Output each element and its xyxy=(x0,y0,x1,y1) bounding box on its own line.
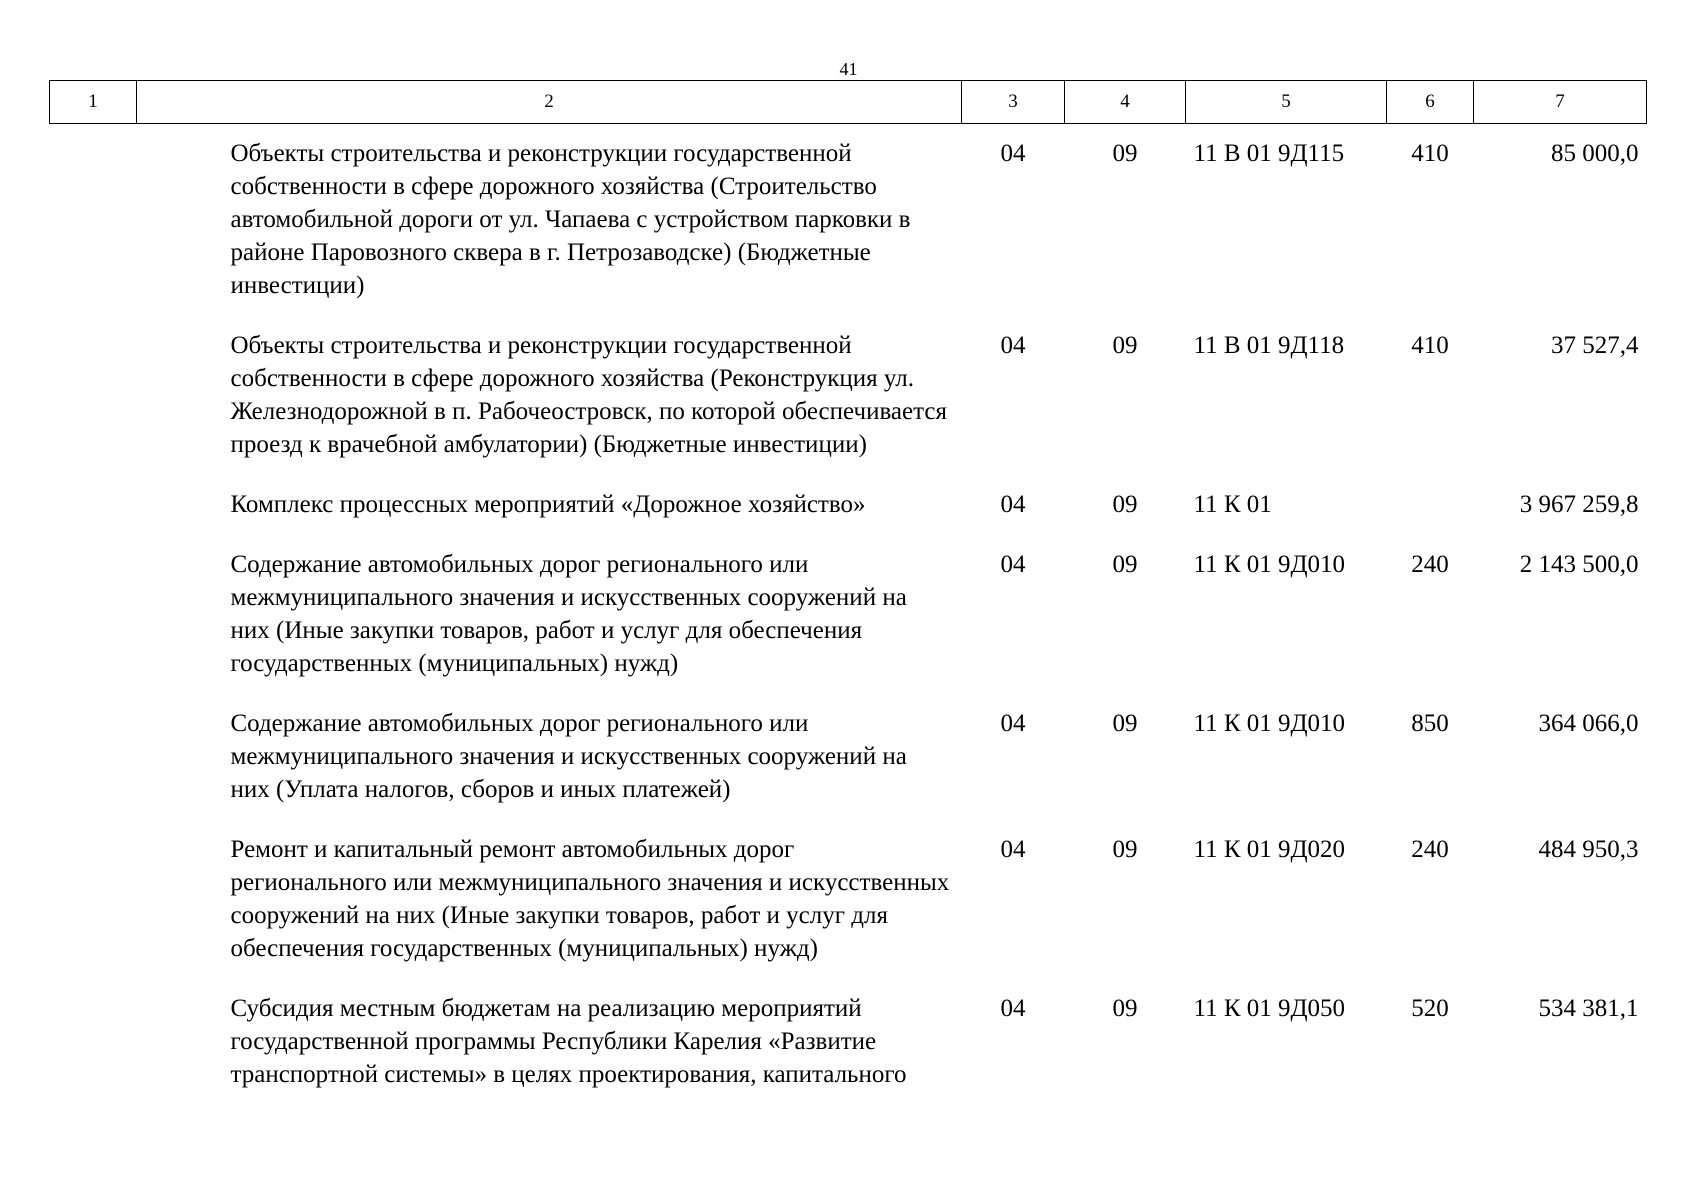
expense-name-cell: Объекты строительства и реконструкции государственной собственности в сфере дорожного хозяйства (Реконструкция ул. Железнодорожной в п. Рабочеостровск, по которой обеспечивается проезд к врачебной амбулатории) (Бюджетные инвестиции) xyxy=(230,332,947,458)
row-index-cell xyxy=(50,124,137,317)
amount-cell: 364 066,0 xyxy=(1538,710,1639,737)
subsection-code-cell: 09 xyxy=(1112,836,1138,863)
section-code-cell: 04 xyxy=(1000,836,1026,863)
section-code-cell: 04 xyxy=(1000,140,1026,167)
table-row xyxy=(50,820,1647,979)
expense-name-cell: Содержание автомобильных дорог регионального или межмуниципального значения и искусственных сооружений на них (Иные закупки товаров, работ и услуг для обеспечения государственных (муниципальных) нужд) xyxy=(230,551,907,677)
subsection-code-cell: 09 xyxy=(1112,995,1138,1022)
header-col-5: 5 xyxy=(1186,81,1387,124)
expense-type-cell: 240 xyxy=(1411,836,1449,863)
subsection-code-cell: 09 xyxy=(1112,491,1138,518)
header-col-1: 1 xyxy=(50,81,137,124)
target-article-cell: 11 К 01 xyxy=(1193,491,1272,518)
table-row xyxy=(50,535,1647,694)
amount-cell: 3 967 259,8 xyxy=(1519,491,1639,518)
expense-type-cell: 850 xyxy=(1411,710,1449,737)
target-article-cell: 11 В 01 9Д115 xyxy=(1193,140,1345,167)
section-code-cell: 04 xyxy=(1000,995,1026,1022)
amount-cell: 2 143 500,0 xyxy=(1519,551,1639,578)
amount-cell: 534 381,1 xyxy=(1538,995,1639,1022)
page-number: 41 xyxy=(839,59,858,79)
table-row xyxy=(50,979,1647,1105)
target-article-cell: 11 К 01 9Д020 xyxy=(1193,836,1346,863)
header-col-6: 6 xyxy=(1387,81,1474,124)
section-code-cell: 04 xyxy=(1000,491,1026,518)
table-row xyxy=(50,475,1647,535)
expense-type-cell: 410 xyxy=(1411,332,1449,359)
expense-name-cell: Объекты строительства и реконструкции государственной собственности в сфере дорожного хозяйства (Строительство автомобильной дороги от ул. Чапаева с устройством парковки в районе Паровозного сквера в г. Петрозаводске) (Бюджетные инвестиции) xyxy=(230,140,911,299)
amount-cell: 85 000,0 xyxy=(1551,140,1639,167)
expense-name-cell: Содержание автомобильных дорог регионального или межмуниципального значения и искусственных сооружений на них (Уплата налогов, сборов и иных платежей) xyxy=(230,710,907,803)
expense-type-cell xyxy=(1387,475,1474,535)
section-code-cell: 04 xyxy=(1000,551,1026,578)
expense-type-cell: 410 xyxy=(1411,140,1449,167)
section-code-cell: 04 xyxy=(1000,332,1026,359)
target-article-cell: 11 К 01 9Д010 xyxy=(1193,710,1346,737)
expense-type-cell: 240 xyxy=(1411,551,1449,578)
row-index-cell xyxy=(50,694,137,820)
expense-type-cell: 520 xyxy=(1411,995,1449,1022)
table-row xyxy=(50,124,1647,317)
row-index-cell xyxy=(50,979,137,1105)
table-row xyxy=(50,316,1647,475)
budget-table xyxy=(49,80,1647,1105)
column-number-header xyxy=(50,81,1647,124)
row-index-cell xyxy=(50,820,137,979)
header-col-2: 2 xyxy=(137,81,962,124)
row-index-cell xyxy=(50,535,137,694)
header-col-7: 7 xyxy=(1474,81,1647,124)
target-article-cell: 11 В 01 9Д118 xyxy=(1193,332,1345,359)
row-index-cell xyxy=(50,316,137,475)
header-col-3: 3 xyxy=(962,81,1065,124)
row-index-cell xyxy=(50,475,137,535)
expense-name-cell: Комплекс процессных мероприятий «Дорожное хозяйство» xyxy=(230,491,866,518)
expense-name-cell: Субсидия местным бюджетам на реализацию мероприятий государственной программы Республики Карелия «Развитие транспортной системы» в целях проектирования, капитального xyxy=(230,995,907,1088)
table-row xyxy=(50,694,1647,820)
amount-cell: 37 527,4 xyxy=(1551,332,1639,359)
subsection-code-cell: 09 xyxy=(1112,710,1138,737)
subsection-code-cell: 09 xyxy=(1112,140,1138,167)
subsection-code-cell: 09 xyxy=(1112,332,1138,359)
subsection-code-cell: 09 xyxy=(1112,551,1138,578)
expense-name-cell: Ремонт и капитальный ремонт автомобильных дорог регионального или межмуниципального значения и искусственных сооружений на них (Иные закупки товаров, работ и услуг для обеспечения государственных (муниципальных) нужд) xyxy=(230,836,950,962)
amount-cell: 484 950,3 xyxy=(1538,836,1639,863)
target-article-cell: 11 К 01 9Д010 xyxy=(1193,551,1346,578)
header-col-4: 4 xyxy=(1065,81,1186,124)
section-code-cell: 04 xyxy=(1000,710,1026,737)
target-article-cell: 11 К 01 9Д050 xyxy=(1193,995,1346,1022)
